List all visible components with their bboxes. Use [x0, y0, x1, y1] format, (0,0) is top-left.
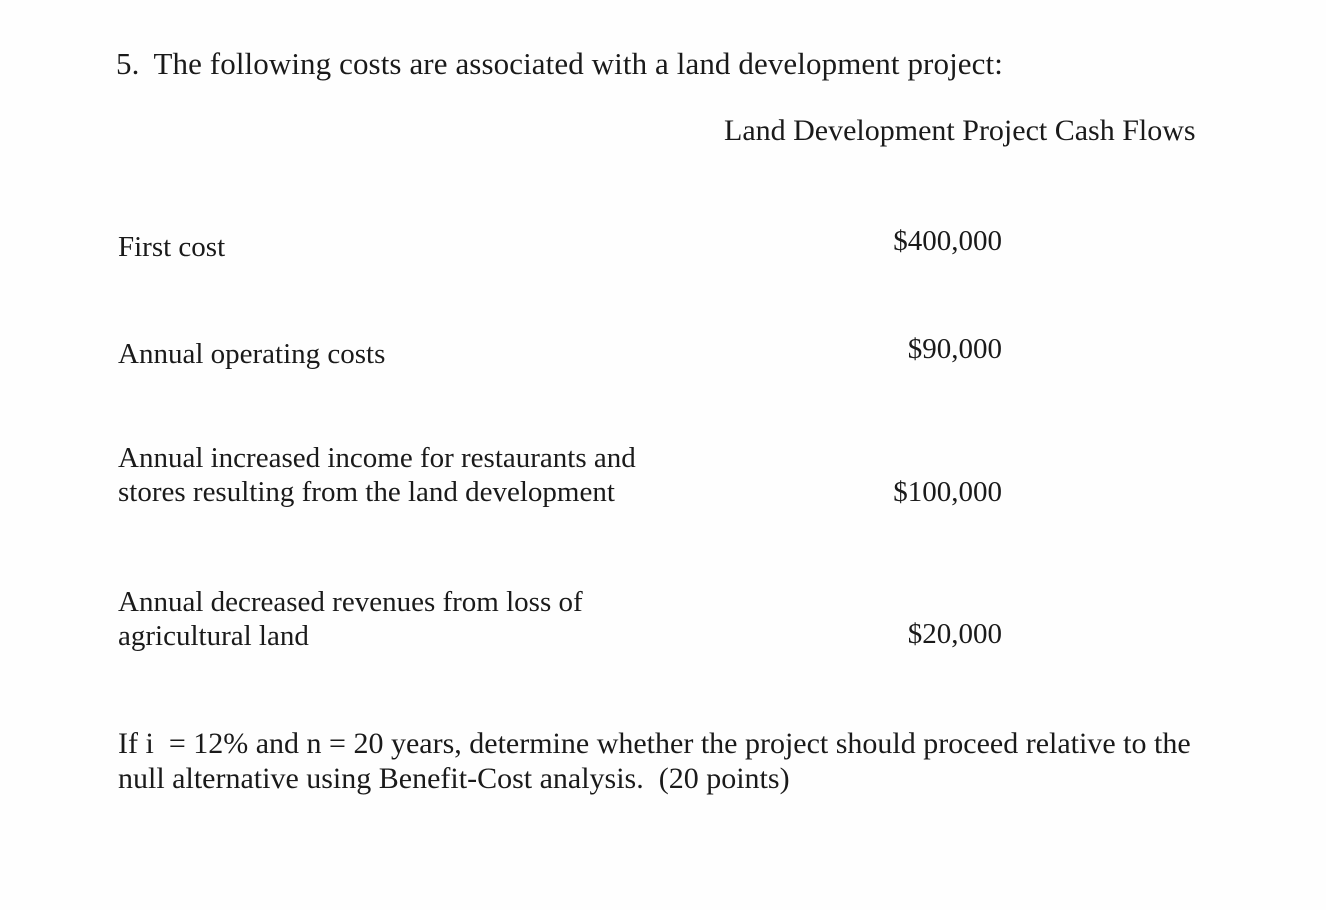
row-label-annual-operating-costs: Annual operating costs — [118, 338, 386, 370]
row-label-line: Annual increased income for restaurants and — [118, 442, 636, 474]
cash-flow-column-header: Land Development Project Cash Flows — [724, 114, 1196, 147]
row-value-annual-decreased-revenues: $20,000 — [907, 618, 1002, 650]
row-label-annual-decreased-revenues — [118, 585, 738, 653]
question-number: 5. — [116, 46, 140, 81]
row-value-annual-operating-costs: $90,000 — [907, 333, 1002, 365]
row-label-line: Annual decreased revenues from loss of — [118, 586, 583, 618]
question-intro: The following costs are associated with a land development project: — [153, 46, 1003, 81]
row-label-first-cost: First cost — [118, 231, 226, 263]
row-label-line: agricultural land — [118, 620, 309, 652]
row-value-annual-increased-income: $100,000 — [893, 476, 1002, 508]
row-value-first-cost: $400,000 — [893, 225, 1002, 257]
question-prompt — [118, 726, 1298, 796]
prompt-line: null alternative using Benefit-Cost analysis. (20 points) — [118, 762, 790, 795]
row-label-line: stores resulting from the land development — [118, 476, 615, 508]
row-label-annual-increased-income — [118, 441, 738, 509]
question-heading — [116, 46, 1003, 82]
prompt-line: If i = 12% and n = 20 years, determine whether the project should proceed relative to the — [118, 727, 1191, 760]
